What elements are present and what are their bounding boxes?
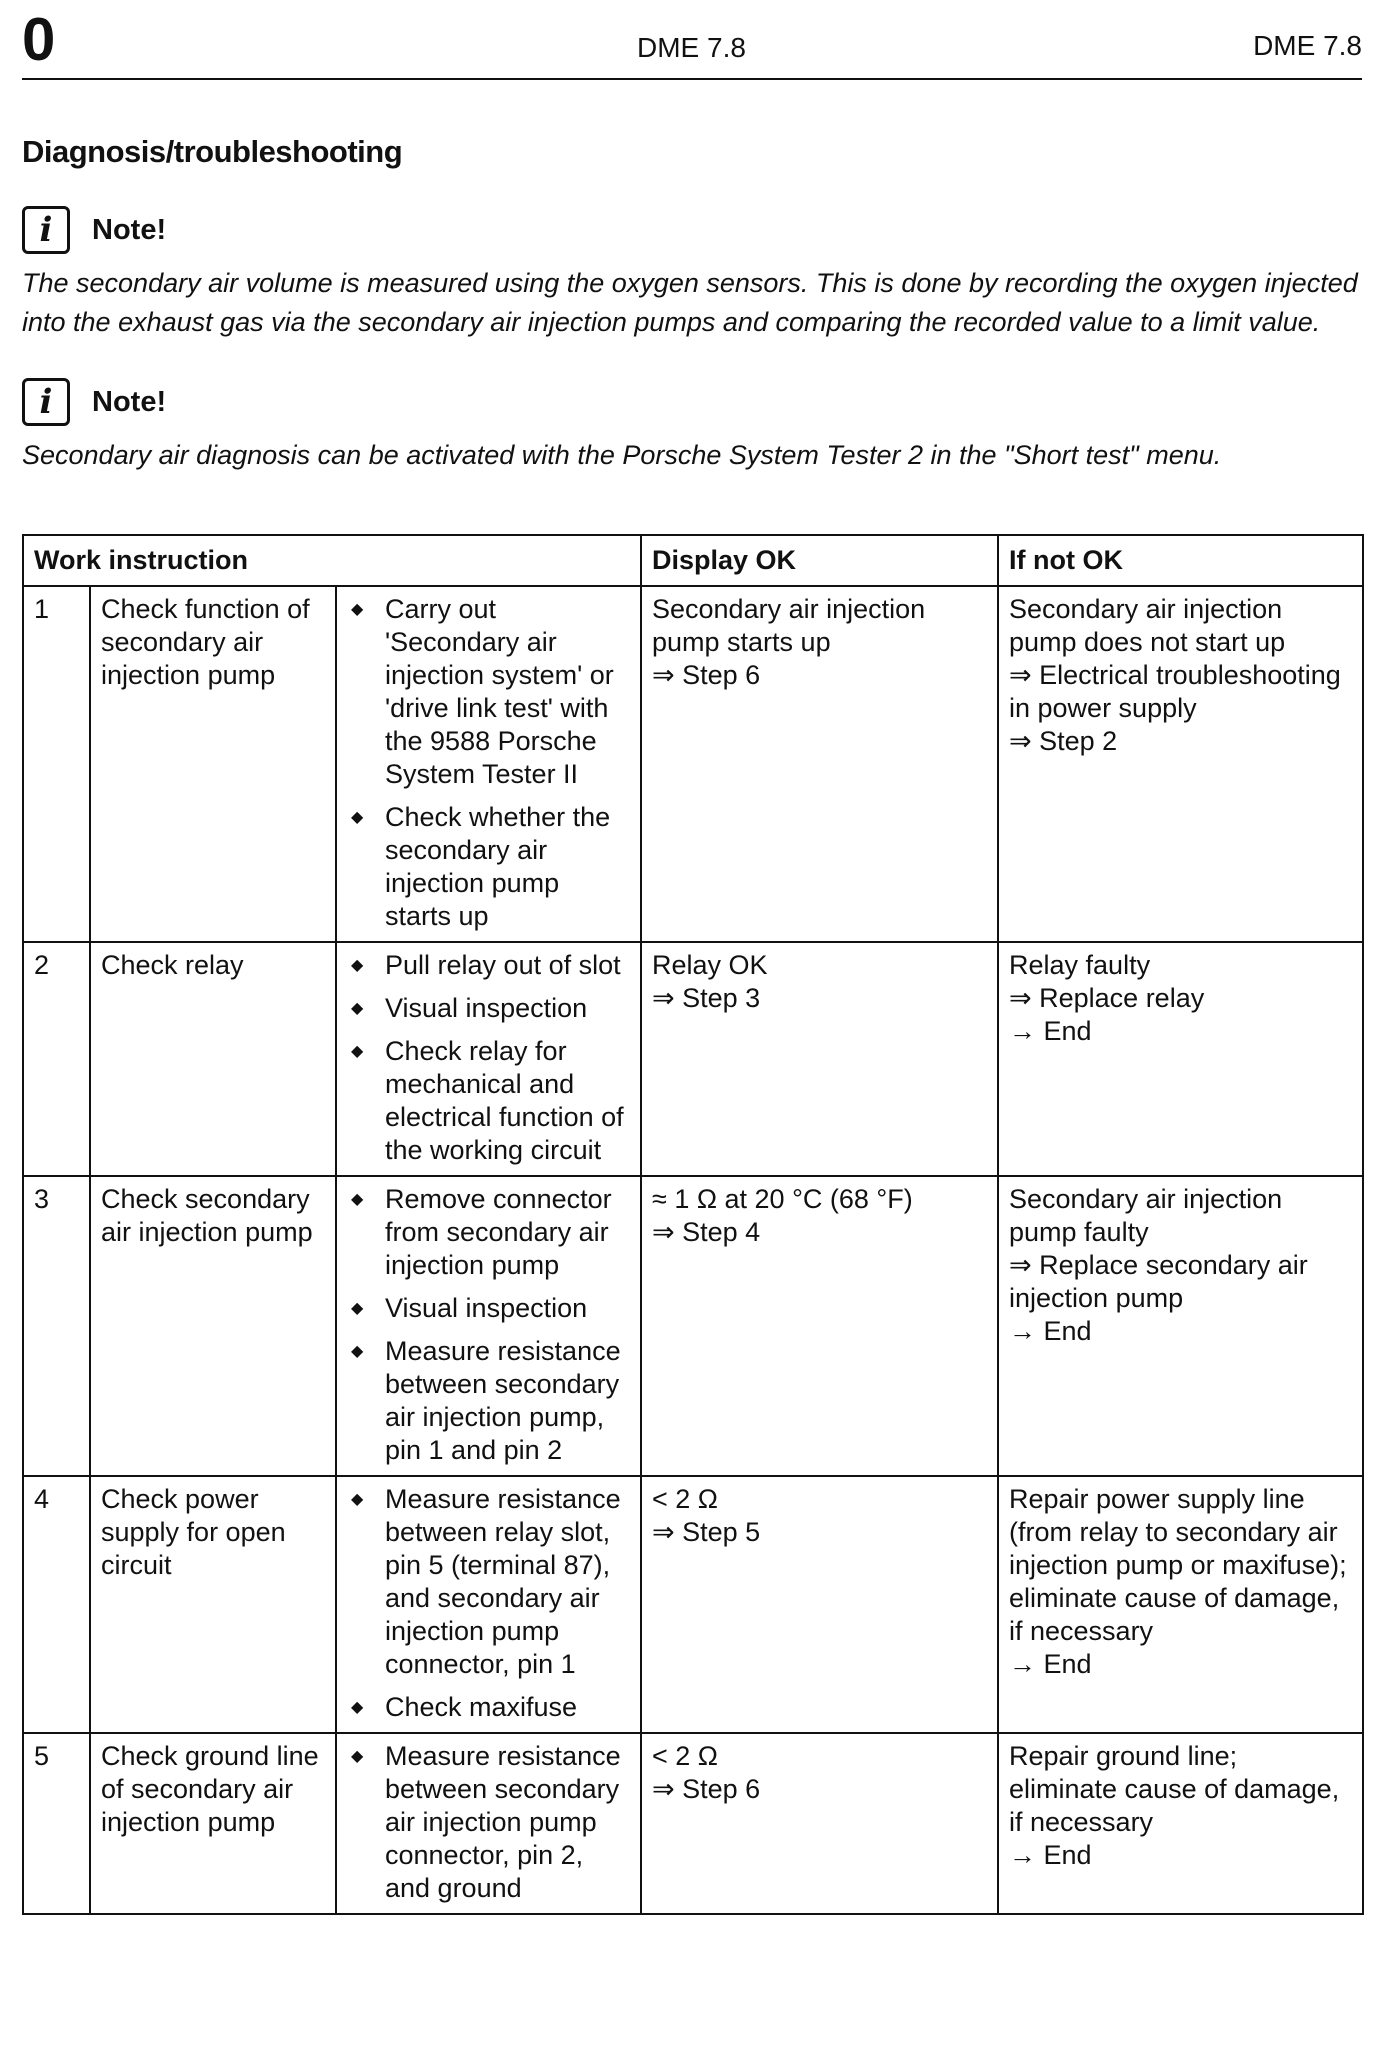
procedure-cell [336, 1733, 641, 1914]
procedure-list [347, 1740, 630, 1905]
note-block [22, 204, 1362, 342]
check-description: Check function of secondary air injection pump [90, 586, 336, 942]
table-row [23, 1476, 1363, 1733]
display-ok-cell [641, 1176, 998, 1476]
procedure-list [347, 1183, 630, 1467]
if-not-ok-cell [998, 942, 1363, 1176]
display-ok-line: < 2 Ω [652, 1741, 718, 1771]
display-ok-cell [641, 1733, 998, 1914]
if-not-ok-line: → End [1009, 1649, 1092, 1679]
document-page [22, 0, 1362, 475]
page-header [22, 0, 1362, 80]
if-not-ok-line: → End [1009, 1316, 1092, 1346]
check-description: Check ground line of secondary air injection pump [90, 1733, 336, 1914]
if-not-ok-line: ⇒ Electrical troubleshooting in power supply [1009, 660, 1341, 723]
display-ok-line: ⇒ Step 5 [652, 1517, 761, 1547]
step-number: 2 [23, 942, 90, 1176]
procedure-cell [336, 586, 641, 942]
display-ok-line: ⇒ Step 4 [652, 1217, 761, 1247]
note-block [22, 376, 1362, 475]
info-icon: i [22, 378, 70, 426]
table-body [23, 586, 1363, 1914]
procedure-item: ◆ Visual inspection [347, 1292, 630, 1325]
procedure-cell [336, 1476, 641, 1733]
header-center-title: DME 7.8 [637, 32, 746, 63]
procedure-list [347, 1483, 630, 1724]
procedure-item: ◆ Pull relay out of slot [347, 949, 630, 982]
table-row [23, 586, 1363, 942]
table-row [23, 942, 1363, 1176]
info-icon: i [22, 206, 70, 254]
step-number: 5 [23, 1733, 90, 1914]
check-description: Check relay [90, 942, 336, 1176]
display-ok-line: < 2 Ω [652, 1484, 718, 1514]
display-ok-line: Secondary air injection pump starts up [652, 594, 926, 657]
procedure-list [347, 593, 630, 933]
if-not-ok-line: → End [1009, 1016, 1092, 1046]
procedure-item: ◆ Remove connector from secondary air injection pump [347, 1183, 630, 1282]
note-label: Note! [92, 213, 167, 246]
procedure-item: ◆ Check maxifuse [347, 1691, 630, 1724]
section-title: Diagnosis/troubleshooting [22, 134, 403, 169]
procedure-item: ◆ Measure resistance between secondary air injection pump connector, pin 2, and ground [347, 1740, 630, 1905]
troubleshooting-table [22, 534, 1364, 1915]
table-header-row [23, 535, 1363, 586]
if-not-ok-line: ⇒ Replace secondary air injection pump [1009, 1250, 1308, 1313]
if-not-ok-cell [998, 1176, 1363, 1476]
if-not-ok-line: Repair power supply line (from relay to secondary air injection pump or maxifuse); eliminate cause of damage, if necessary [1009, 1484, 1347, 1646]
if-not-ok-line: Secondary air injection pump faulty [1009, 1184, 1283, 1247]
procedure-item: ◆ Carry out 'Secondary air injection system' or 'drive link test' with the 9588 Porsche System Tester II [347, 593, 630, 791]
procedure-item: ◆ Check relay for mechanical and electrical function of the working circuit [347, 1035, 630, 1167]
procedure-item: ◆ Measure resistance between relay slot, pin 5 (terminal 87), and secondary air injection pump connector, pin 1 [347, 1483, 630, 1681]
if-not-ok-line: Secondary air injection pump does not start up [1009, 594, 1286, 657]
if-not-ok-line: Repair ground line; eliminate cause of damage, if necessary [1009, 1741, 1340, 1837]
table-row [23, 1176, 1363, 1476]
header-right-title: DME 7.8 [1253, 30, 1362, 61]
display-ok-line: Relay OK [652, 950, 768, 980]
procedure-cell [336, 1176, 641, 1476]
procedure-item: ◆ Check whether the secondary air injection pump starts up [347, 801, 630, 933]
display-ok-cell [641, 942, 998, 1176]
note-text: The secondary air volume is measured using the oxygen sensors. This is done by recording the oxygen injected into the exhaust gas via the secondary air injection pumps and comparing the recorded value to a limit value. [22, 268, 1358, 337]
procedure-list [347, 949, 630, 1167]
check-description: Check secondary air injection pump [90, 1176, 336, 1476]
procedure-item: ◆ Measure resistance between secondary air injection pump, pin 1 and pin 2 [347, 1335, 630, 1467]
if-not-ok-cell [998, 586, 1363, 942]
if-not-ok-cell [998, 1476, 1363, 1733]
note-text: Secondary air diagnosis can be activated with the Porsche System Tester 2 in the "Short test" menu. [22, 440, 1222, 470]
display-ok-line: ⇒ Step 6 [652, 660, 761, 690]
step-number: 3 [23, 1176, 90, 1476]
note-label: Note! [92, 385, 167, 418]
step-number: 4 [23, 1476, 90, 1733]
table-row [23, 1733, 1363, 1914]
chapter-number: 0 [22, 6, 56, 73]
if-not-ok-line: ⇒ Step 2 [1009, 726, 1118, 756]
check-description: Check power supply for open circuit [90, 1476, 336, 1733]
column-header-work-instruction: Work instruction [23, 535, 641, 586]
display-ok-cell [641, 1476, 998, 1733]
if-not-ok-line: ⇒ Replace relay [1009, 983, 1205, 1013]
if-not-ok-line: Relay faulty [1009, 950, 1151, 980]
note-heading [22, 204, 1362, 256]
step-number: 1 [23, 586, 90, 942]
display-ok-line: ≈ 1 Ω at 20 °C (68 °F) [652, 1184, 913, 1214]
if-not-ok-line: → End [1009, 1840, 1092, 1870]
display-ok-cell [641, 586, 998, 942]
if-not-ok-cell [998, 1733, 1363, 1914]
column-header-display-ok: Display OK [641, 535, 998, 586]
display-ok-line: ⇒ Step 6 [652, 1774, 761, 1804]
column-header-if-not-ok: If not OK [998, 535, 1363, 586]
note-heading [22, 376, 1362, 428]
display-ok-line: ⇒ Step 3 [652, 983, 761, 1013]
procedure-item: ◆ Visual inspection [347, 992, 630, 1025]
procedure-cell [336, 942, 641, 1176]
